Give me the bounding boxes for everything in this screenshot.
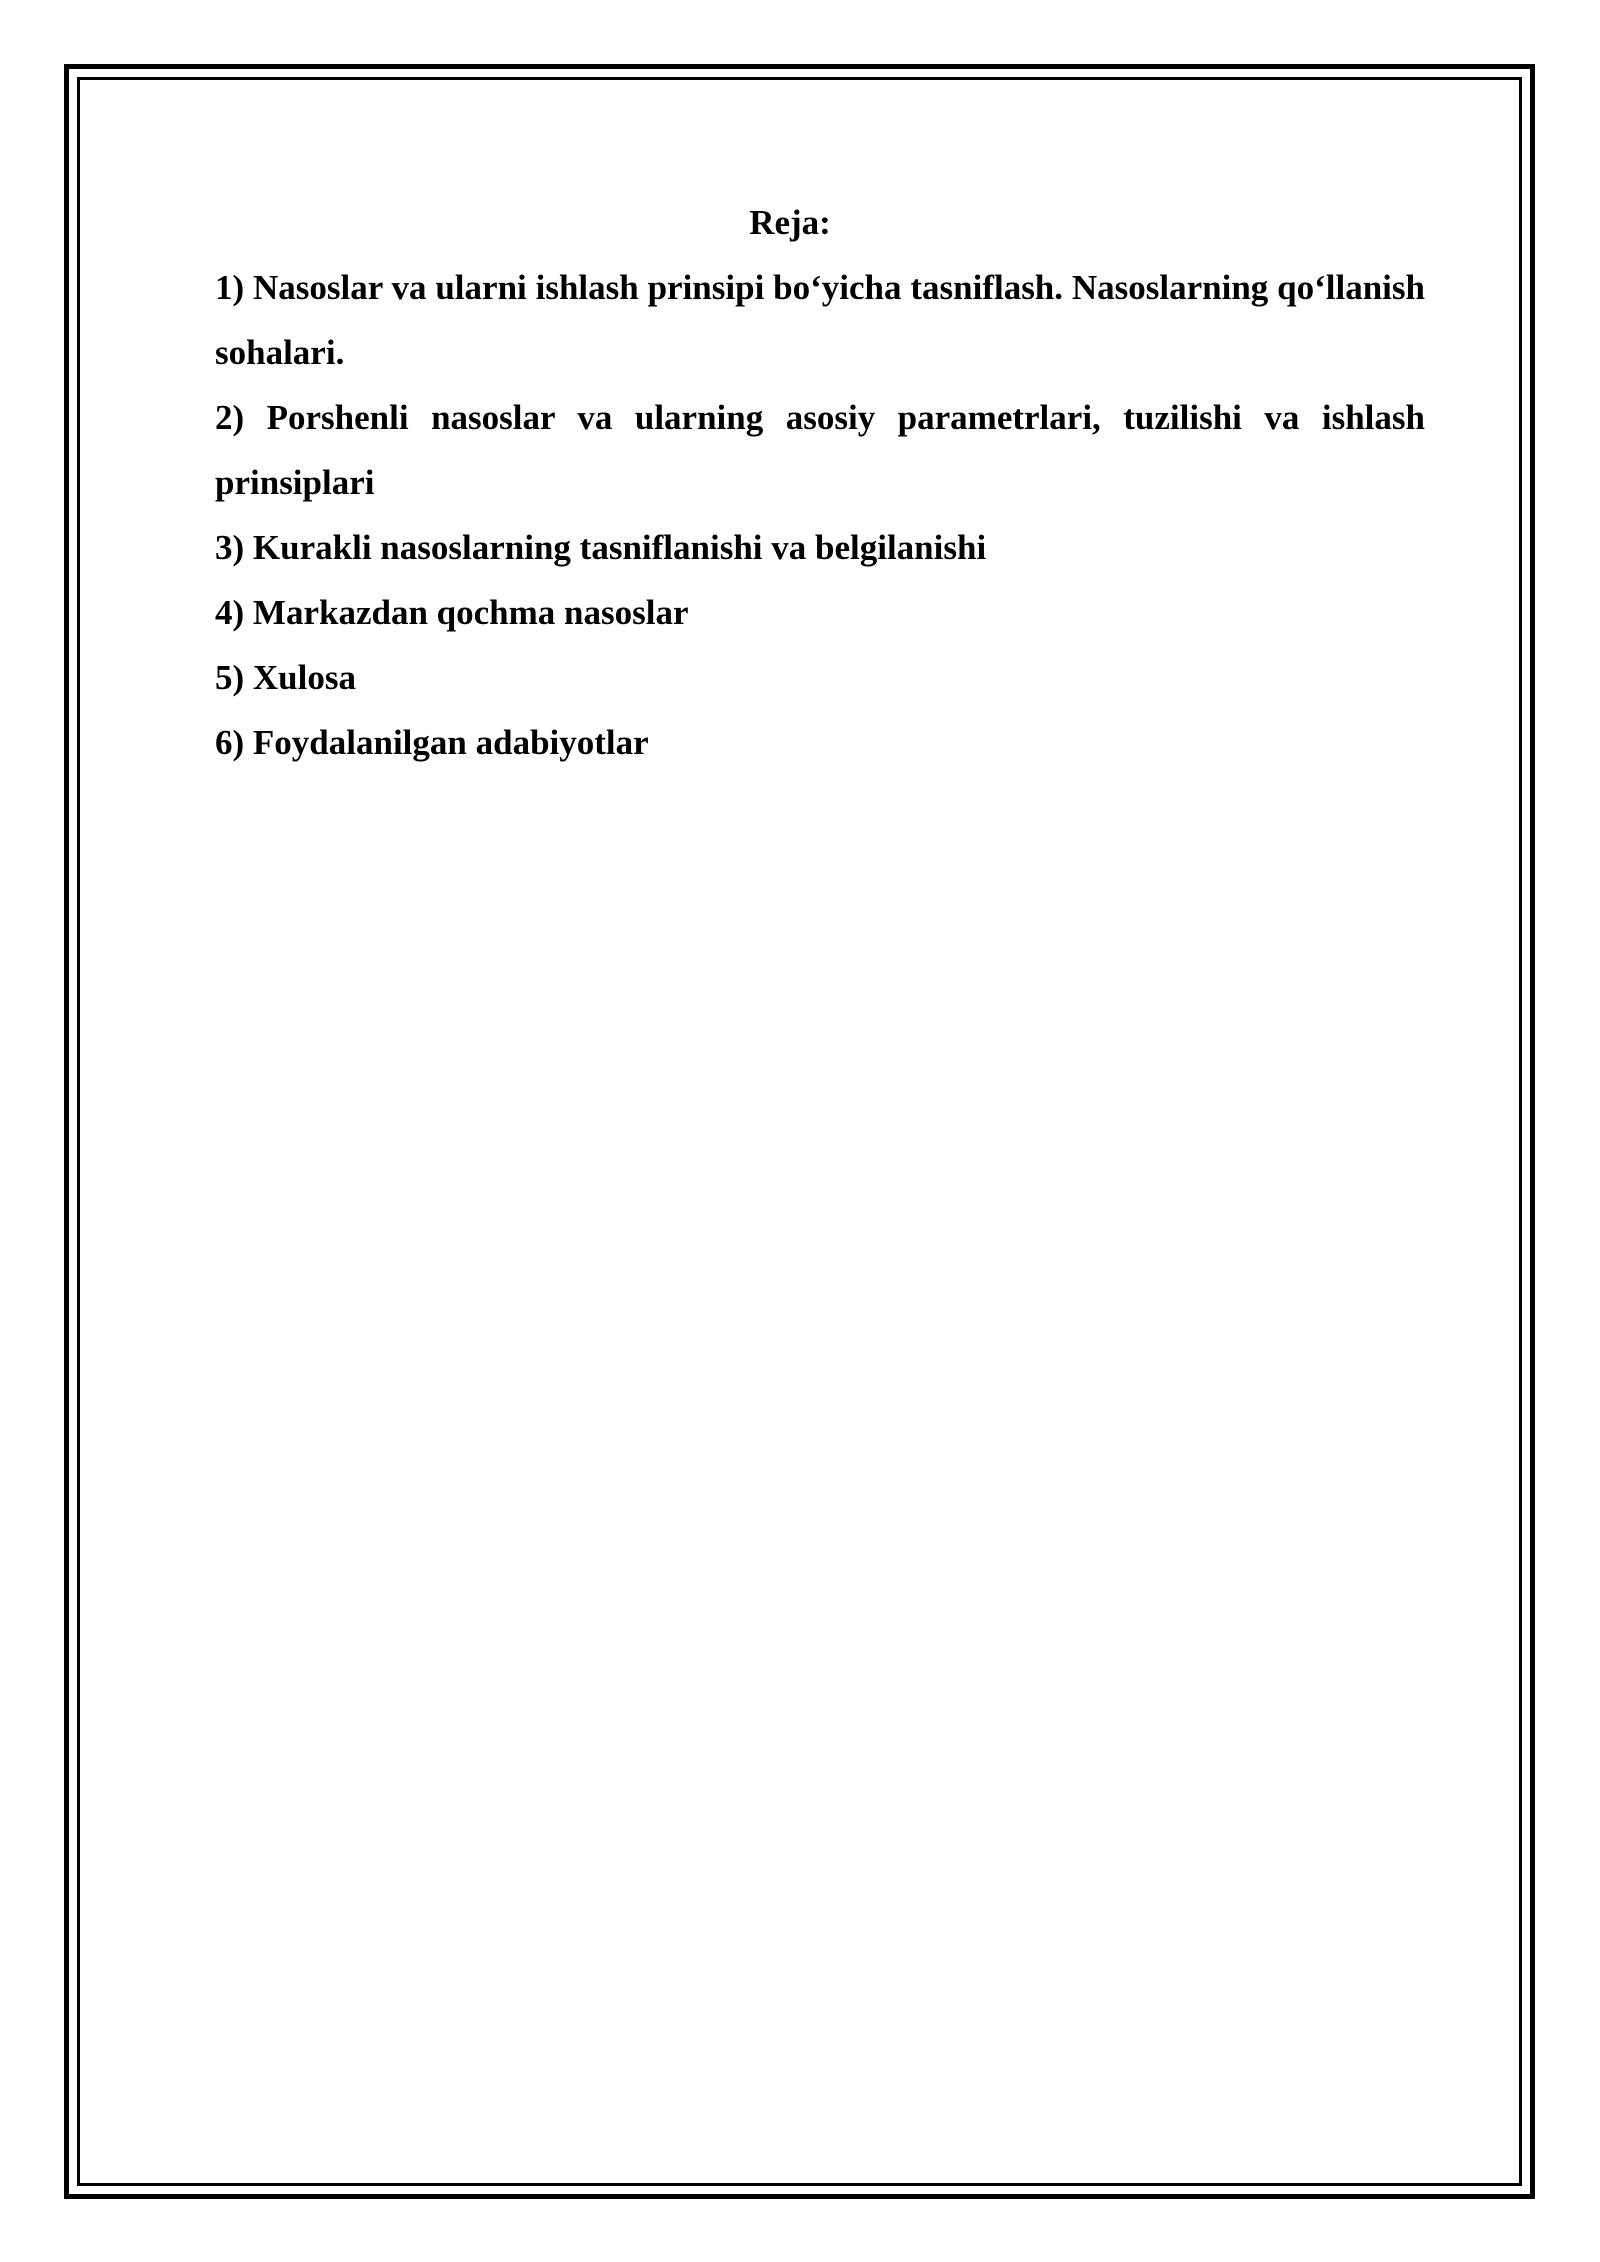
- plan-item-4: 4) Markazdan qochma nasoslar: [215, 593, 689, 632]
- plan-item-3: 3) Kurakli nasoslarning tasniflanishi va belgilanishi: [215, 528, 987, 567]
- plan-item-6: 6) Foydalanilgan adabiyotlar: [215, 723, 649, 762]
- plan-item-2: 2) Porshenli nasoslar va ularning asosiy parametrlari, tuzilishi va ishlash prinsiplari: [215, 398, 1425, 502]
- plan-list: [215, 255, 1425, 775]
- page-title: Reja:: [749, 203, 831, 242]
- plan-item-1: 1) Nasoslar va ularni ishlash prinsipi bo‘yicha tasniflash. Nasoslarning qo‘llanish sohalari.: [215, 268, 1425, 372]
- plan-item-5: 5) Xulosa: [215, 658, 356, 697]
- document-content: [215, 190, 1425, 775]
